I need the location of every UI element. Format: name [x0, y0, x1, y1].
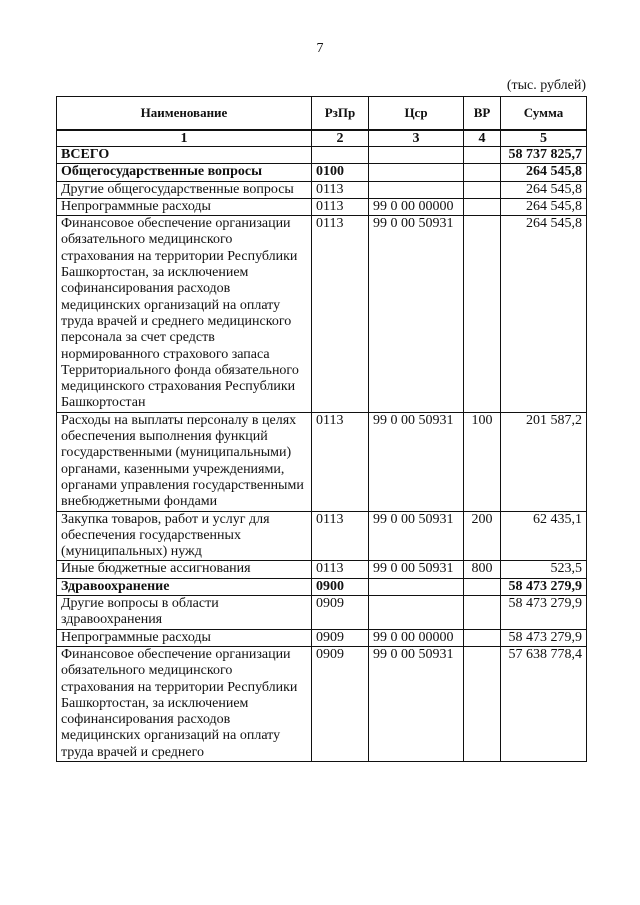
cell-rzpr: 0113	[312, 198, 369, 215]
units-label: (тыс. рублей)	[506, 78, 586, 93]
cell-csr: 99 0 00 50931	[369, 646, 464, 761]
cell-csr: 99 0 00 50931	[369, 511, 464, 561]
cell-sum: 264 545,8	[501, 216, 587, 413]
column-header-sum: Сумма	[501, 97, 587, 131]
cell-sum: 58 473 279,9	[501, 596, 587, 630]
cell-rzpr: 0113	[312, 412, 369, 511]
cell-csr	[369, 164, 464, 181]
table-row	[57, 596, 587, 630]
table-row	[57, 181, 587, 198]
cell-name: Финансовое обеспечение организации обязательного медицинского страхования на территории Республики Башкортостан, за исключением софинансирования расходов медицинских организаций на оплату труда врачей и среднего медицинского персонала за счет средств нормированного страхового запаса Территориального фонда обязательного медицинского страхования Республики Башкортостан	[57, 216, 312, 413]
column-header-rzpr: РзПр	[312, 97, 369, 131]
table-row	[57, 629, 587, 646]
cell-name: Общегосударственные вопросы	[57, 164, 312, 181]
cell-csr	[369, 181, 464, 198]
cell-vr	[464, 216, 501, 413]
cell-rzpr: 0900	[312, 578, 369, 595]
table-row	[57, 198, 587, 215]
column-number: 3	[369, 130, 464, 147]
cell-vr	[464, 147, 501, 164]
table-row	[57, 412, 587, 511]
cell-sum: 58 473 279,9	[501, 629, 587, 646]
cell-rzpr: 0909	[312, 629, 369, 646]
cell-rzpr: 0909	[312, 646, 369, 761]
page-number: 7	[316, 41, 324, 56]
cell-vr	[464, 164, 501, 181]
cell-name: ВСЕГО	[57, 147, 312, 164]
cell-sum: 264 545,8	[501, 164, 587, 181]
cell-name: Другие вопросы в области здравоохранения	[57, 596, 312, 630]
cell-csr: 99 0 00 50931	[369, 412, 464, 511]
cell-sum: 523,5	[501, 561, 587, 578]
cell-sum: 201 587,2	[501, 412, 587, 511]
cell-sum: 57 638 778,4	[501, 646, 587, 761]
cell-name: Финансовое обеспечение организации обязательного медицинского страхования на территории Республики Башкортостан, за исключением софинансирования расходов медицинских организаций на оплату труда врачей и среднего	[57, 646, 312, 761]
table-row	[57, 561, 587, 578]
cell-csr	[369, 596, 464, 630]
cell-rzpr	[312, 147, 369, 164]
budget-table	[56, 96, 587, 762]
cell-vr	[464, 596, 501, 630]
table-row	[57, 511, 587, 561]
cell-rzpr: 0113	[312, 511, 369, 561]
cell-name: Расходы на выплаты персоналу в целях обеспечения выполнения функций государственными (муниципальными) органами, казенными учреждениями, органами управления государственными внебюджетными фондами	[57, 412, 312, 511]
cell-rzpr: 0113	[312, 561, 369, 578]
cell-name: Непрограммные расходы	[57, 629, 312, 646]
cell-rzpr: 0100	[312, 164, 369, 181]
cell-sum: 58 473 279,9	[501, 578, 587, 595]
cell-name: Иные бюджетные ассигнования	[57, 561, 312, 578]
column-number: 2	[312, 130, 369, 147]
cell-vr: 800	[464, 561, 501, 578]
cell-vr	[464, 198, 501, 215]
cell-rzpr: 0113	[312, 216, 369, 413]
cell-vr	[464, 629, 501, 646]
table-header-row	[57, 97, 587, 131]
cell-sum: 62 435,1	[501, 511, 587, 561]
cell-vr	[464, 578, 501, 595]
table-row	[57, 147, 587, 164]
cell-sum: 58 737 825,7	[501, 147, 587, 164]
column-header-vr: ВР	[464, 97, 501, 131]
cell-name: Непрограммные расходы	[57, 198, 312, 215]
cell-csr: 99 0 00 00000	[369, 198, 464, 215]
cell-vr: 200	[464, 511, 501, 561]
cell-csr: 99 0 00 50931	[369, 216, 464, 413]
column-number-row	[57, 130, 587, 147]
cell-vr	[464, 646, 501, 761]
cell-rzpr: 0113	[312, 181, 369, 198]
cell-csr	[369, 147, 464, 164]
cell-name: Здравоохранение	[57, 578, 312, 595]
column-number: 4	[464, 130, 501, 147]
column-header-csr: Цср	[369, 97, 464, 131]
table-row	[57, 578, 587, 595]
cell-sum: 264 545,8	[501, 181, 587, 198]
table-row	[57, 646, 587, 761]
column-number: 5	[501, 130, 587, 147]
cell-vr: 100	[464, 412, 501, 511]
column-number: 1	[57, 130, 312, 147]
table-row	[57, 164, 587, 181]
cell-name: Закупка товаров, работ и услуг для обеспечения государственных (муниципальных) нужд	[57, 511, 312, 561]
table-row	[57, 216, 587, 413]
cell-rzpr: 0909	[312, 596, 369, 630]
cell-name: Другие общегосударственные вопросы	[57, 181, 312, 198]
cell-sum: 264 545,8	[501, 198, 587, 215]
cell-csr: 99 0 00 00000	[369, 629, 464, 646]
cell-vr	[464, 181, 501, 198]
column-header-name: Наименование	[57, 97, 312, 131]
cell-csr: 99 0 00 50931	[369, 561, 464, 578]
cell-csr	[369, 578, 464, 595]
